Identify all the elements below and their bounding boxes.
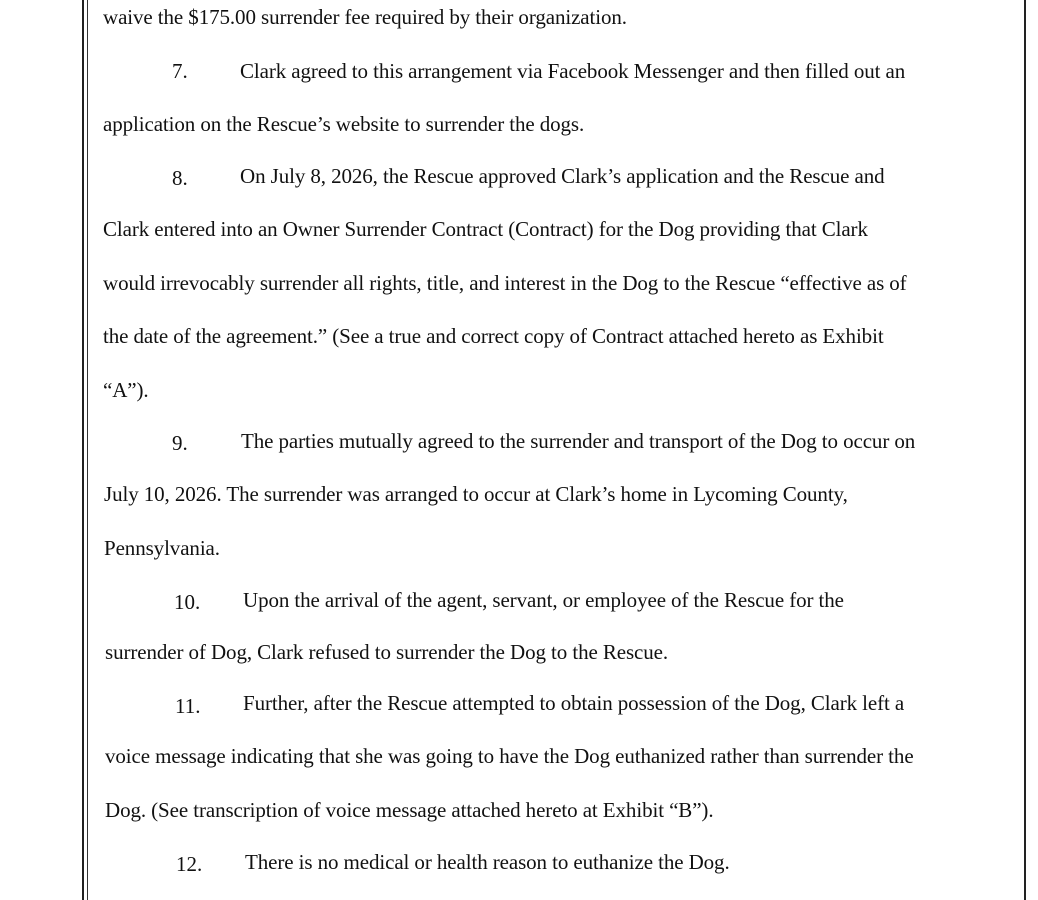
right-margin-rule <box>1024 0 1026 900</box>
paragraph-number: 9. <box>172 431 188 455</box>
text-line: Clark agreed to this arrangement via Facebook Messenger and then filled out an <box>240 59 906 83</box>
text-line: July 10, 2026. The surrender was arranged to occur at Clark’s home in Lycoming County, <box>104 482 848 506</box>
text-line: surrender of Dog, Clark refused to surrender the Dog to the Rescue. <box>105 640 669 664</box>
paragraph-number: 10. <box>174 590 201 614</box>
text-line: “A”). <box>103 378 149 402</box>
left-margin-inner-rule <box>87 0 88 900</box>
text-line: Upon the arrival of the agent, servant, or employee of the Rescue for the <box>243 588 844 612</box>
text-line: The parties mutually agreed to the surrender and transport of the Dog to occur on <box>241 429 916 453</box>
text-line: Clark entered into an Owner Surrender Contract (Contract) for the Dog providing that Clark <box>103 217 868 241</box>
left-margin-rule <box>82 0 84 900</box>
text-line: the date of the agreement.” (See a true and correct copy of Contract attached hereto as Exhibit <box>103 324 884 348</box>
text-line: voice message indicating that she was going to have the Dog euthanized rather than surrender the <box>105 744 914 768</box>
paragraph-number: 7. <box>172 59 188 83</box>
paragraph-number: 12. <box>176 852 203 876</box>
text-line: There is no medical or health reason to euthanize the Dog. <box>245 850 730 874</box>
paragraph-number: 11. <box>175 694 201 718</box>
text-line: Dog. (See transcription of voice message attached hereto at Exhibit “B”). <box>105 798 714 822</box>
text-line: Pennsylvania. <box>104 536 220 560</box>
text-line: Further, after the Rescue attempted to obtain possession of the Dog, Clark left a <box>243 691 905 715</box>
paragraph-number: 8. <box>172 166 188 190</box>
text-line: application on the Rescue’s website to surrender the dogs. <box>103 112 585 136</box>
text-line: would irrevocably surrender all rights, title, and interest in the Dog to the Rescue “effective as of <box>103 271 907 295</box>
text-line: On July 8, 2026, the Rescue approved Clark’s application and the Rescue and <box>240 164 885 188</box>
text-line: waive the $175.00 surrender fee required by their organization. <box>103 5 627 29</box>
